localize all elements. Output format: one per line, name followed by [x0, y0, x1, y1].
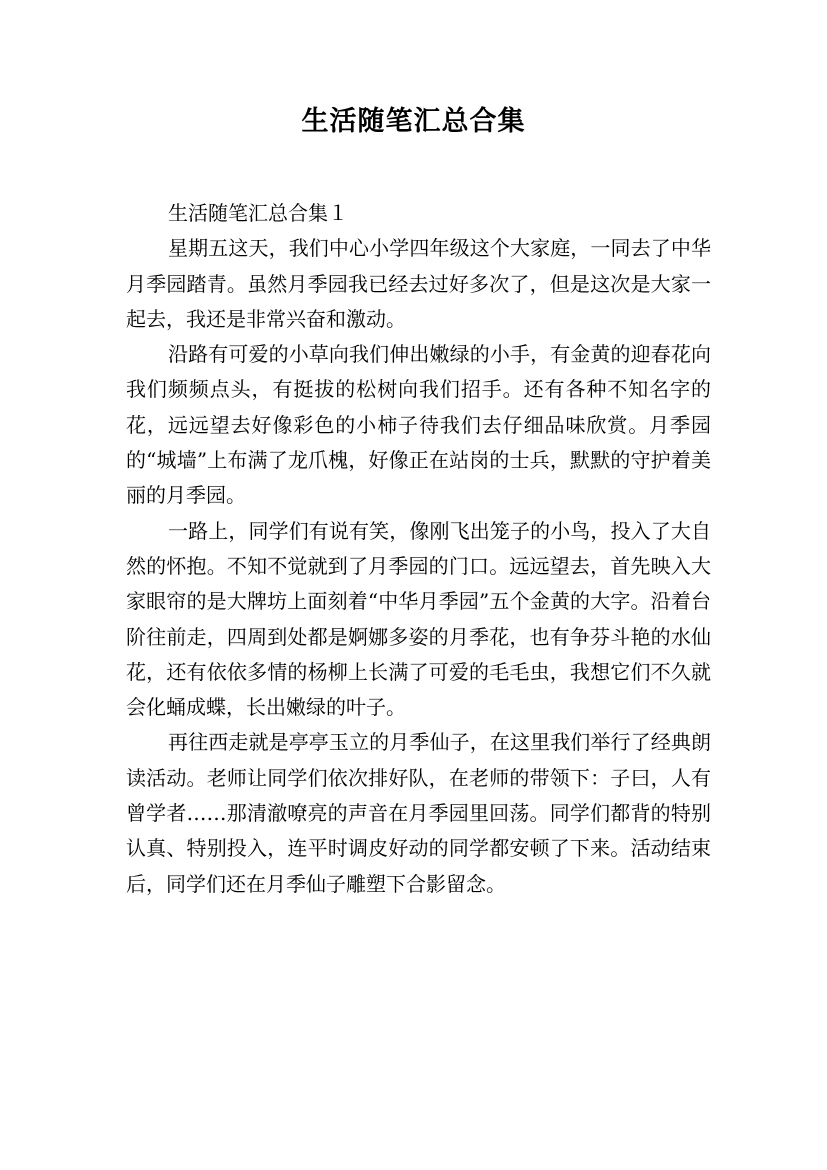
paragraph-3: 一路上，同学们有说有笑，像刚飞出笼子的小鸟，投入了大自然的怀抱。不知不觉就到了月季园的门口。远远望去，首先映入大家眼帘的是大牌坊上面刻着“中华月季园”五个金黄的大字。沿着台阶往前走，四周到处都是婀娜多姿的月季花，也有争芬斗艳的水仙花，还有依依多情的杨柳上长满了可爱的毛毛虫，我想它们不久就会化蛹成蝶，长出嫩绿的叶子。	[126, 518, 711, 720]
document-body	[126, 196, 711, 902]
document-title: 生活随笔汇总合集	[301, 106, 526, 137]
paragraph-1: 星期五这天，我们中心小学四年级这个大家庭，一同去了中华月季园踏青。虽然月季园我已经去过好多次了，但是这次是大家一起去，我还是非常兴奋和激动。	[126, 236, 711, 331]
paragraph-2: 沿路有可爱的小草向我们伸出嫩绿的小手，有金黄的迎春花向我们频频点头，有挺拔的松树向我们招手。还有各种不知名字的花，远远望去好像彩色的小柿子待我们去仔细品味欣赏。月季园的“城墙”上布满了龙爪槐，好像正在站岗的士兵，默默的守护着美丽的月季园。	[126, 342, 711, 508]
paragraph-4: 再往西走就是亭亭玉立的月季仙子，在这里我们举行了经典朗读活动。老师让同学们依次排好队，在老师的带领下：子曰，人有曾学者……那清澈嘹亮的声音在月季园里回荡。同学们都背的特别认真、特别投入，连平时调皮好动的同学都安顿了下来。活动结束后，同学们还在月季仙子雕塑下合影留念。	[126, 730, 711, 896]
section-heading: 生活随笔汇总合集１	[168, 201, 348, 225]
